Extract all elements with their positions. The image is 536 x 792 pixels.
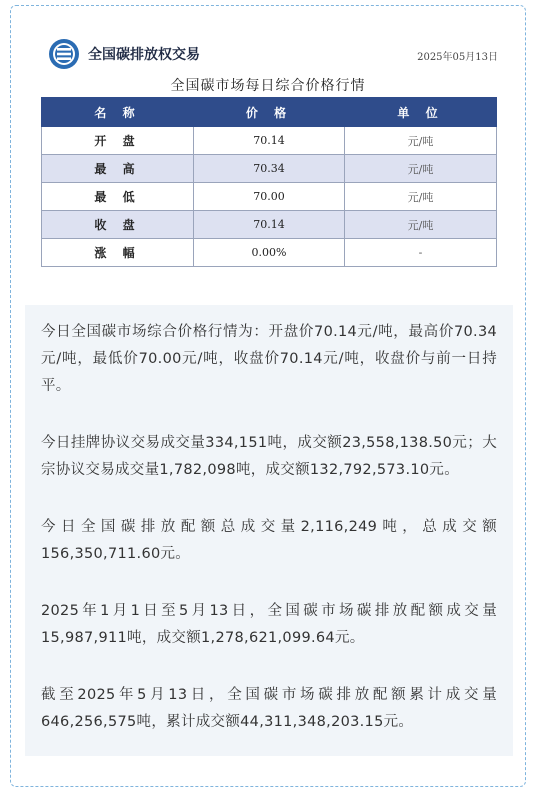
report-date: 2025年05月13日: [417, 52, 498, 63]
row-price: 70.34: [194, 155, 345, 183]
table-row: [42, 211, 497, 239]
summary-paragraph: 今日全国碳排放配额总成交量2,116,249吨，总成交额156,350,711.60元。: [41, 519, 497, 562]
summary-paragraph: 2025年1月1日至5月13日，全国碳市场碳排放配额成交量15,987,911吨，成交额1,278,621,099.64元。: [41, 603, 497, 646]
table-row: [42, 239, 497, 267]
summary-paragraph: 今日全国碳市场综合价格行情为：开盘价70.14元/吨，最高价70.34元/吨，最低价70.00元/吨，收盘价70.14元/吨，收盘价与前一日持平。: [41, 324, 497, 394]
table-row: [42, 155, 497, 183]
column-header-unit: 单 位: [345, 98, 497, 127]
row-name: 开 盘: [42, 127, 194, 155]
row-name: 最 高: [42, 155, 194, 183]
row-unit: 元/吨: [345, 155, 497, 183]
row-unit: -: [345, 239, 497, 267]
carbon-exchange-logo-icon: [48, 38, 80, 70]
row-price: 0.00%: [194, 239, 345, 267]
summary-paragraph: 截至2025年5月13日，全国碳市场碳排放配额累计成交量646,256,575吨，累计成交额44,311,348,203.15元。: [41, 687, 497, 730]
row-name: 收 盘: [42, 211, 194, 239]
row-unit: 元/吨: [345, 211, 497, 239]
row-name: 最 低: [42, 183, 194, 211]
header: [48, 38, 498, 72]
row-unit: 元/吨: [345, 183, 497, 211]
table-title: 全国碳市场每日综合价格行情: [170, 78, 366, 94]
row-name: 涨 幅: [42, 239, 194, 267]
row-unit: 元/吨: [345, 127, 497, 155]
row-price: 70.14: [194, 127, 345, 155]
table-header-row: [42, 98, 497, 127]
row-price: 70.14: [194, 211, 345, 239]
table-row: [42, 127, 497, 155]
table-row: [42, 183, 497, 211]
org-name: 全国碳排放权交易: [88, 47, 200, 63]
summary-panel: [25, 305, 513, 756]
price-table: [41, 97, 497, 267]
summary-paragraph: 今日挂牌协议交易成交量334,151吨，成交额23,558,138.50元；大宗协议交易成交量1,782,098吨，成交额132,792,573.10元。: [41, 435, 497, 478]
row-price: 70.00: [194, 183, 345, 211]
column-header-price: 价 格: [194, 98, 345, 127]
column-header-name: 名 称: [42, 98, 194, 127]
